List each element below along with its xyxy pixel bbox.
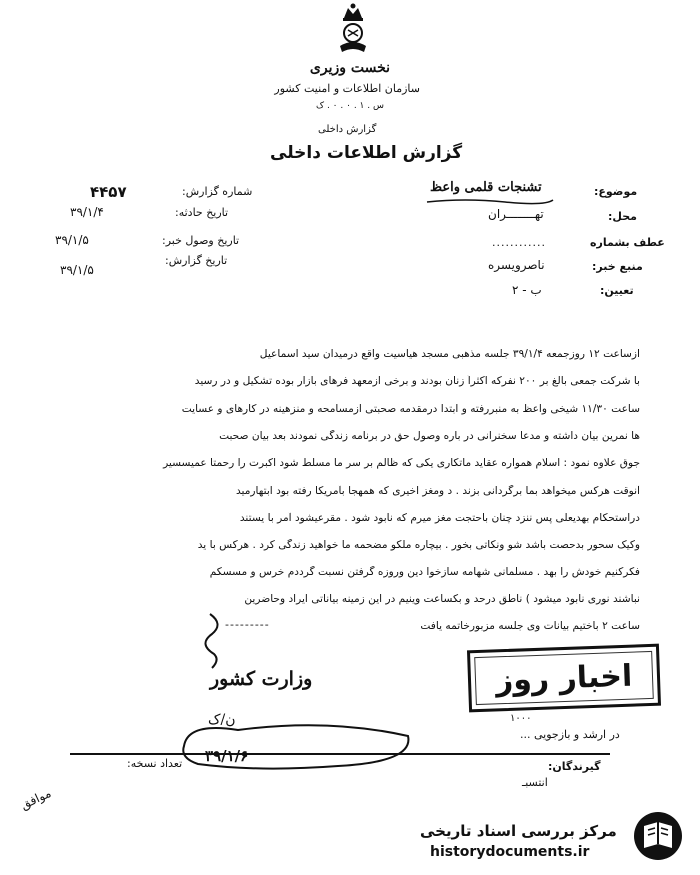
recipients-label: گیرندگان: [548,760,601,773]
place-label: محل: [608,210,637,223]
report-title: گزارش اطلاعات داخلی [270,143,463,163]
handwritten-initials: ن/ک [208,712,236,728]
evaluation-value: ب - ۲ [512,283,542,297]
source-label: منبع خبر: [592,260,643,273]
receipt-date-value: ۳۹/۱/۵ [55,233,89,247]
ministry-heading: نخست وزیری [309,60,391,76]
source-value: ناصرویسره [488,258,545,272]
crown-emblem-icon [330,2,376,54]
event-date-value: ۳۹/۱/۴ [70,205,104,219]
distribution-line-2: در ارشد و بازجویی ... [520,728,620,741]
report-date-label: تاریخ گزارش: [165,254,228,267]
report-number-label: شماره گزارش: [182,185,253,198]
footer-divider [70,753,610,755]
watermark-url: historydocuments.ir [430,844,590,860]
stamp-text: اخبار روز [495,658,633,698]
subject-underline [425,196,555,206]
body-line: ساعت ۲ باختیم بیانات وی جلسه مزبورخاتمه یافت [420,620,640,632]
report-date-value: ۳۹/۱/۵ [60,263,94,277]
handwritten-bottom-note: وزارت کشور [210,668,313,690]
evaluation-label: تعیین: [600,284,634,297]
reference-label: عطف بشماره [590,236,665,249]
body-line: آنوقت هرکس میخواهد بما برگردانی بزند . د ومغز اخیری که همهجا بآمریکا رفته بود ابتهارمید [235,485,640,497]
subject-value: تشنجات قلمی واعظ [430,180,542,195]
body-line: فکرکنیم خودش را بهد . مسلمانی شهامه سازخوا دین وروزه گرفتن نسبت گرددم خرس و مسسکم [209,566,640,578]
recipients-to: انتسبـ [522,776,548,789]
body-end-dashes: --------- [225,618,270,631]
extract-count-label: تعداد نسخه: [127,757,183,770]
subject-label: موضوع: [594,185,638,198]
book-logo-icon [632,810,684,862]
news-stamp [467,644,661,713]
handwritten-mark [190,610,230,670]
handwritten-top-note: گزارش داخلی [318,124,377,135]
handwritten-date: ۳۹/۱/۶ [205,747,249,765]
place-value: تهــــــــران [488,207,544,221]
body-line: با شرکت جمعی بالغ بر ۲۰۰ نفرکه اکثراً زنان بودند و برخی ازمعهد فرهای بازار بوده تشکیل و در رسید [194,375,640,387]
margin-handwritten-note: موافق [18,785,54,813]
report-number-value: ۴۴۵۷ [90,183,127,201]
body-line: ازساعت ۱۲ روزجمعه ۳۹/۱/۴ جلسه مذهبی مسجد هیاسیت واقع درمیدان سید اسماعیل [259,348,640,360]
body-line: جوق علاوه نمود : اسلام همواره عقاید ماتکاری یکی که ظالم بر سر ما مسلط شود اکبرت را رحمتا عمیسسیر [163,457,640,469]
reference-dots: ............ [492,236,546,249]
body-line: ساعت ۱۱/۳۰ شیخی واعظ به منبررفته و ابتدا درمقدمه صحبتی ازمسامحه و منزهینه در کارهای و عسایت [181,403,640,415]
distribution-line-1: ۱۰۰۰ [510,713,532,724]
receipt-date-label: تاریخ وصول خبر: [162,234,240,247]
body-line: وکیک سحور بدحصت باشد شو ونکاتی بخور . بیچاره ملّکو مضحمه ما خواهید زندگی کرد . هرکس با ید [197,539,640,551]
event-date-label: تاریخ حادثه: [175,206,229,219]
watermark-title: مرکز بررسی اسناد تاریخی [420,822,617,840]
letterhead-reference: س . ۱ . ۰ . ۰ . ک [316,101,384,111]
body-line: نباشند نوری نابود میشود ) ناطق درحد و بکساعت وینیم در این زمینه بیاناتی ایراد وحاضرین [244,593,640,605]
body-line: ها نمرین بیان داشته و مدعا سخنرانی در باره وصول حق در برنامه زندگی نمودند بعد بیان صحبت [219,430,640,442]
organization-heading: سازمان اطلاعات و امنیت کشور [274,82,420,95]
body-line: دراستحکام بهدیعلی پس ننزد چنان باحتجت مغز میرم که نابود شود . مقرعیشود آمر با یستند [239,512,640,524]
